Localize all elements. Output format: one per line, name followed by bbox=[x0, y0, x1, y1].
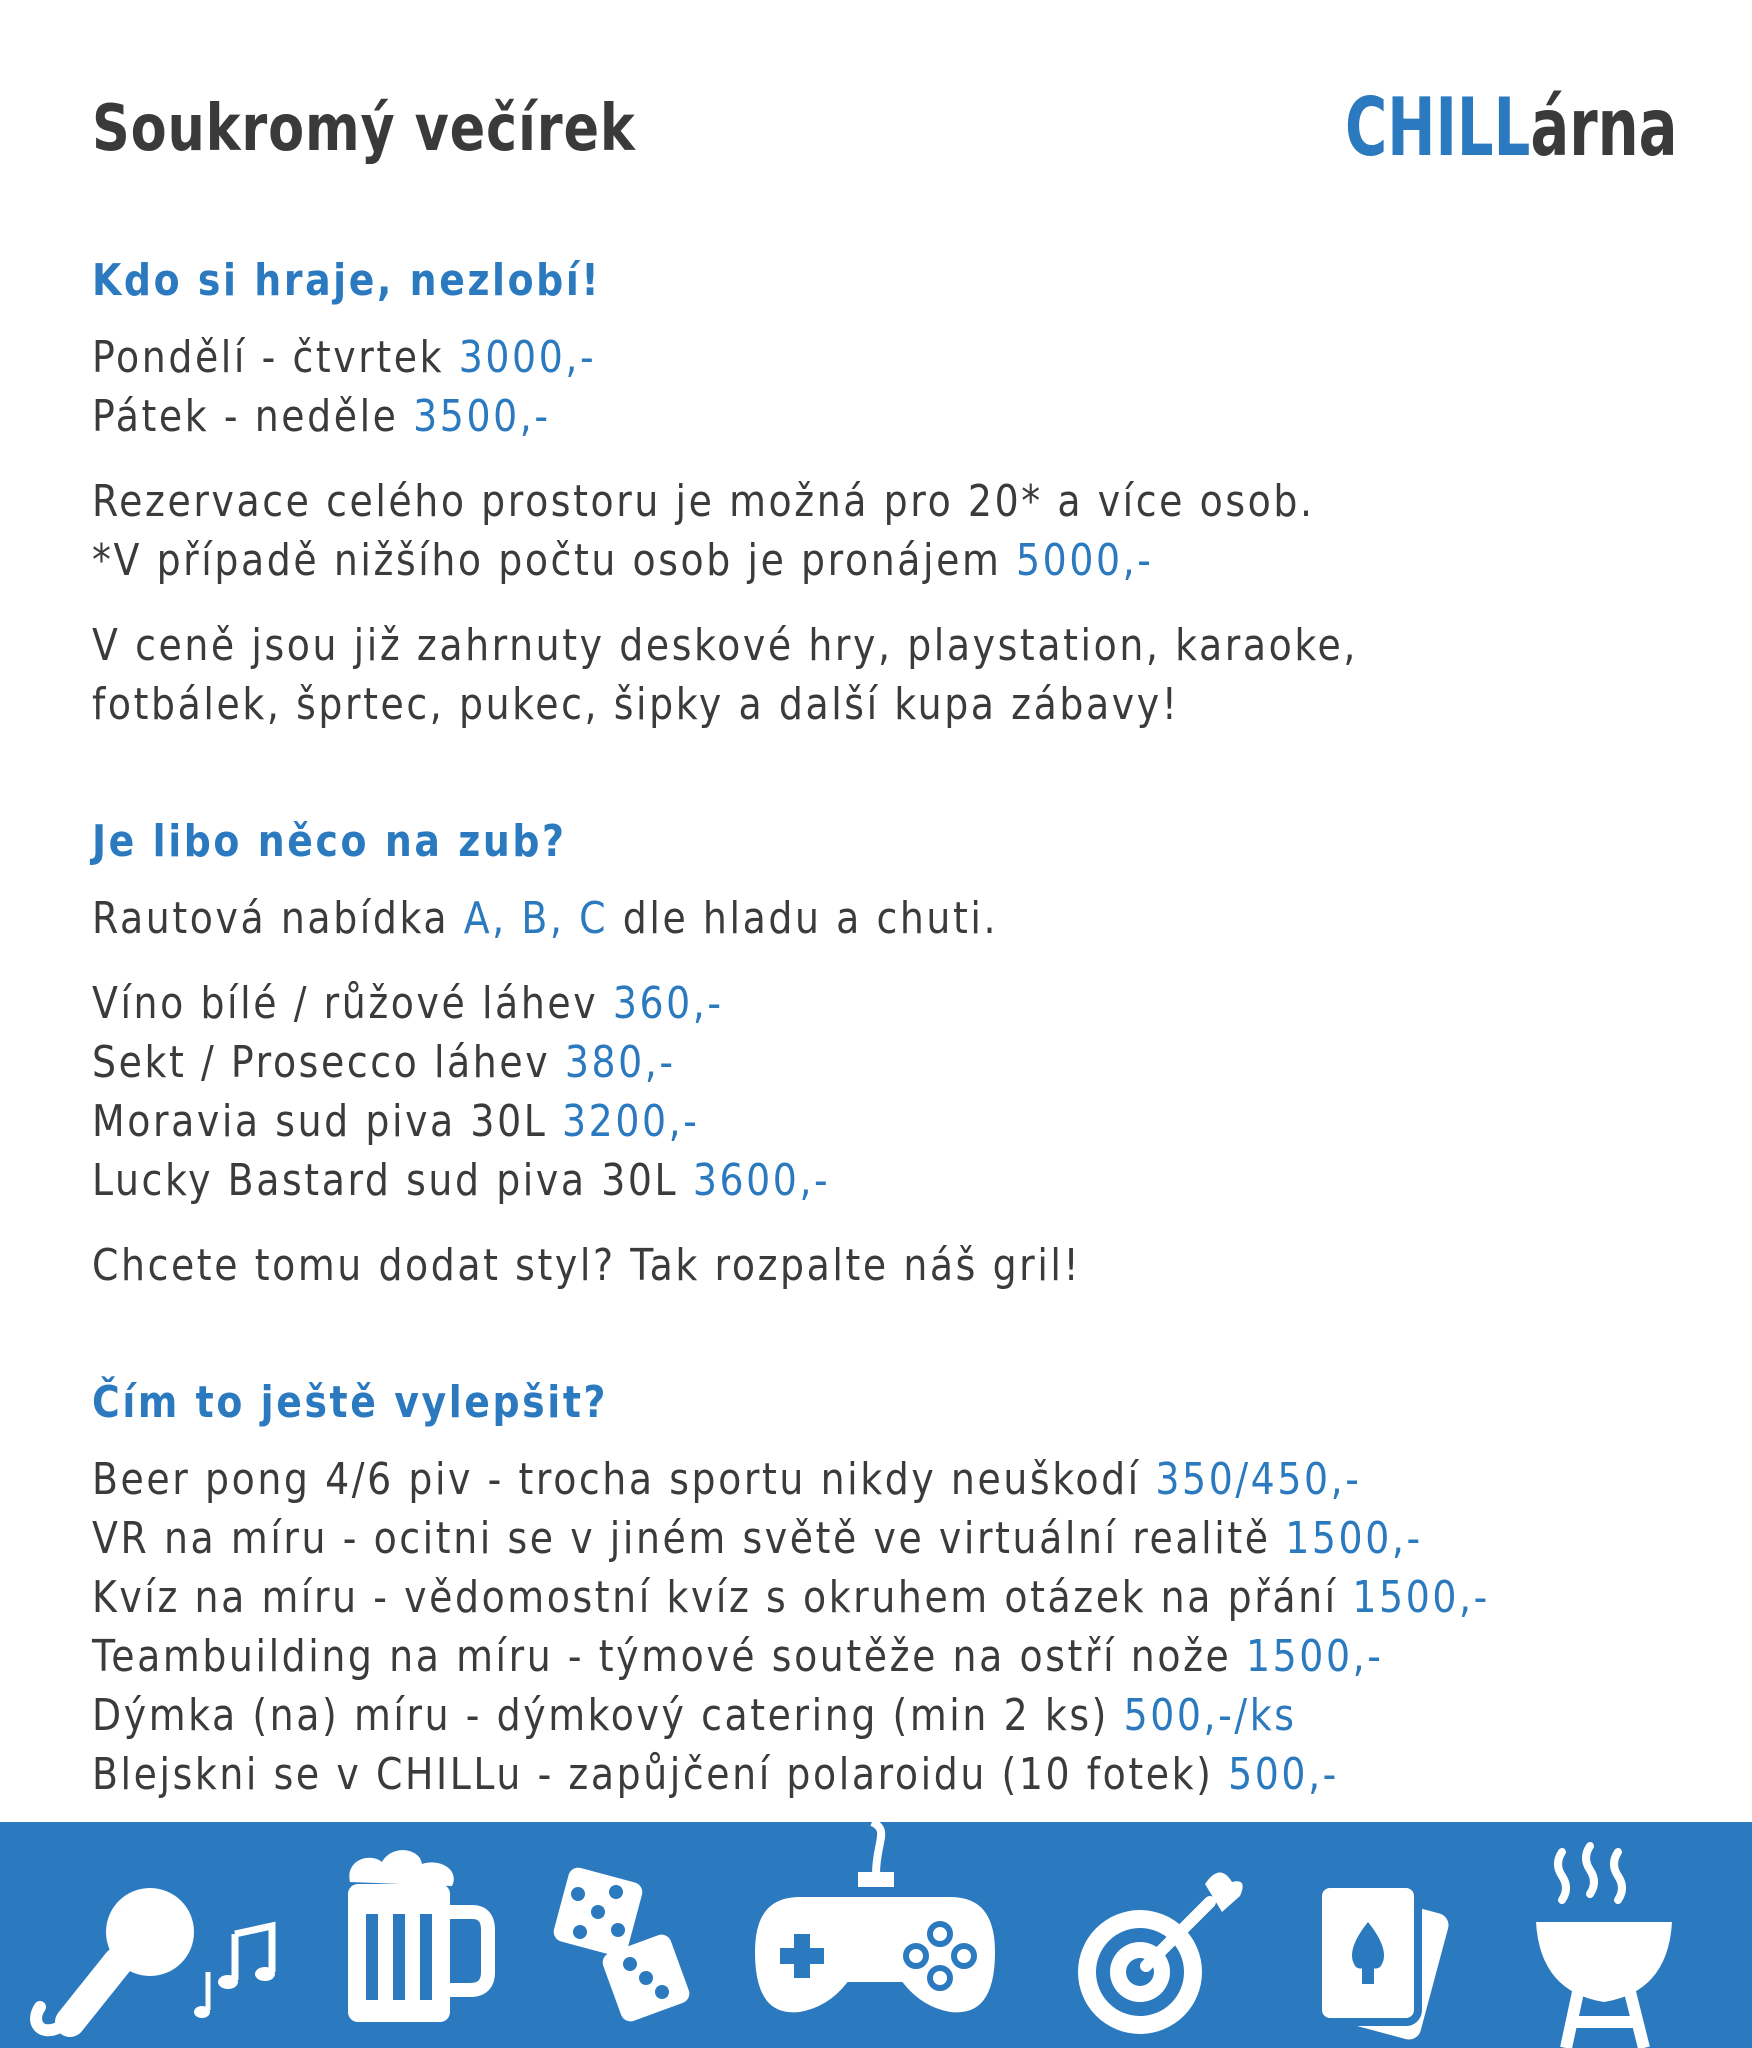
price: 380,- bbox=[564, 1037, 676, 1088]
logo-arna: árna bbox=[1530, 81, 1678, 174]
price: 3600,- bbox=[692, 1155, 831, 1206]
music-note-icon bbox=[194, 1926, 275, 2018]
beer-mug-icon bbox=[348, 1850, 488, 2022]
price: 3200,- bbox=[562, 1096, 700, 1147]
gamepad-icon bbox=[750, 1822, 1000, 2017]
extra-line: Blejskni se v CHILLu - zapůjčení polaroidu (10 fotek) 500,- bbox=[92, 1749, 1339, 1800]
grill-icon bbox=[1536, 1846, 1672, 2048]
extra-line: Kvíz na míru - vědomostní kvíz s okruhem otázek na přání 1500,- bbox=[92, 1572, 1490, 1623]
reservation-line: Rezervace celého prostoru je možná pro 20* a více osob. bbox=[92, 476, 1315, 527]
reservation-note: *V případě nižšího počtu osob je pronájem 5000,- bbox=[92, 535, 1154, 586]
section-heading-extras: Čím to ještě vylepšit? bbox=[92, 1377, 609, 1428]
included-line: V ceně jsou již zahrnuty deskové hry, playstation, karaoke, bbox=[92, 620, 1358, 671]
extra-line: VR na míru - ocitni se v jiném světě ve virtuální realitě 1500,- bbox=[92, 1513, 1423, 1564]
price-line: Pondělí - čtvrtek 3000,- bbox=[92, 332, 597, 383]
page-title: Soukromý večírek bbox=[92, 92, 636, 166]
extra-line: Beer pong 4/6 piv - trocha sportu nikdy neuškodí 350/450,- bbox=[92, 1454, 1362, 1505]
price: 360,- bbox=[612, 978, 724, 1029]
grill-line: Chcete tomu dodat styl? Tak rozpalte náš gril! bbox=[92, 1240, 1082, 1291]
buffet-options: A, B, C bbox=[463, 893, 609, 944]
dartboard-icon bbox=[1078, 1872, 1243, 2034]
price: 1500,- bbox=[1352, 1572, 1490, 1623]
price: 5000,- bbox=[1016, 535, 1154, 586]
footer-icons bbox=[0, 1822, 1752, 2048]
price: 3000,- bbox=[458, 332, 597, 383]
drink-line: Víno bílé / růžové láhev 360,- bbox=[92, 978, 724, 1029]
section-heading-games: Kdo si hraje, nezlobí! bbox=[92, 255, 602, 306]
playing-cards-icon bbox=[1318, 1884, 1451, 2042]
drink-line: Moravia sud piva 30L 3200,- bbox=[92, 1096, 700, 1147]
logo-chill: CHILL bbox=[1345, 81, 1531, 174]
footer-banner bbox=[0, 1822, 1752, 2048]
section-heading-food: Je libo něco na zub? bbox=[92, 816, 567, 867]
price: 1500,- bbox=[1285, 1513, 1423, 1564]
price: 3500,- bbox=[413, 391, 551, 442]
drink-line: Sekt / Prosecco láhev 380,- bbox=[92, 1037, 676, 1088]
extra-line: Dýmka (na) míru - dýmkový catering (min 2 ks) 500,-/ks bbox=[92, 1690, 1297, 1741]
extra-line: Teambuilding na míru - týmové soutěže na ostří nože 1500,- bbox=[92, 1631, 1384, 1682]
dice-icon bbox=[551, 1865, 692, 2024]
price: 500,- bbox=[1228, 1749, 1339, 1800]
price-line: Pátek - neděle 3500,- bbox=[92, 391, 551, 442]
logo bbox=[1345, 81, 1678, 174]
drink-line: Lucky Bastard sud piva 30L 3600,- bbox=[92, 1155, 831, 1206]
price: 500,-/ks bbox=[1123, 1690, 1297, 1741]
main-content bbox=[92, 255, 1692, 1804]
included-line: fotbálek, šprtec, pukec, šipky a další kupa zábavy! bbox=[92, 679, 1180, 730]
price: 350/450,- bbox=[1155, 1454, 1362, 1505]
microphone-icon bbox=[36, 1888, 194, 2030]
buffet-line: Rautová nabídka A, B, C dle hladu a chuti. bbox=[92, 893, 999, 944]
price: 1500,- bbox=[1245, 1631, 1384, 1682]
